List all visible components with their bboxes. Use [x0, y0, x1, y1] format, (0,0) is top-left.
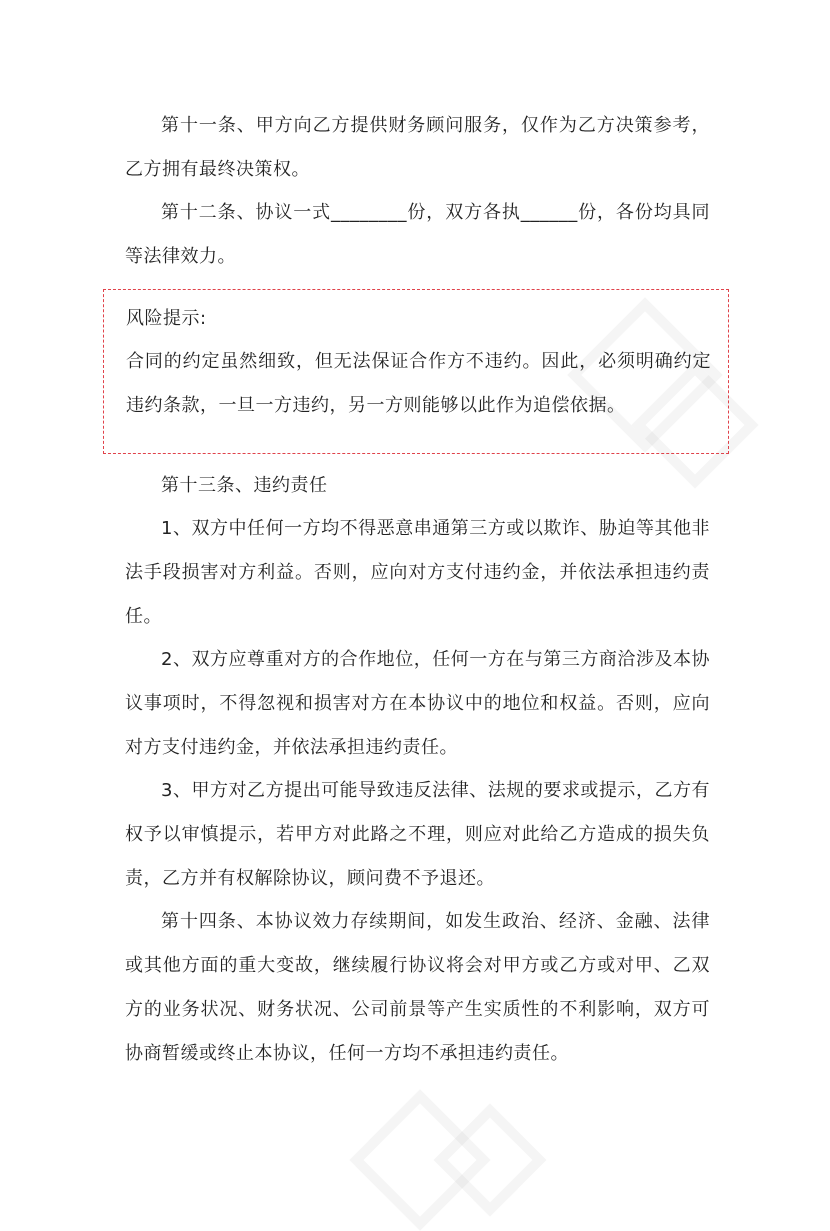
risk-notice-text: 合同的约定虽然细致，但无法保证合作方不违约。因此，必须明确约定违约条款，一旦一方违约，另一方则能够以此作为追偿依据。 [126, 351, 711, 416]
article-12: 第十二条、协议一式________份，双方各执______份，各份均具同等法律效力。 [125, 202, 710, 267]
article-13-clause-2: 2、双方应尊重对方的合作地位，任何一方在与第三方商洽涉及本协议事项时，不得忽视和损害对方在本协议中的地位和权益。否则，应向对方支付违约金，并依法承担违约责任。 [125, 649, 710, 758]
document-body [125, 104, 710, 1075]
article-11: 第十一条、甲方向乙方提供财务顾问服务，仅作为乙方决策参考，乙方拥有最终决策权。 [125, 115, 710, 180]
watermark-bottom [330, 1080, 550, 1200]
article-13-clause-1: 1、双方中任何一方均不得恶意串通第三方或以欺诈、胁迫等其他非法手段损害对方利益。否则，应向对方支付违约金，并依法承担违约责任。 [125, 518, 710, 627]
risk-notice-box [103, 289, 729, 454]
article-13-heading: 第十三条、违约责任 [161, 475, 328, 496]
risk-notice-title: 风险提示: [126, 308, 207, 329]
article-13-clause-3: 3、甲方对乙方提出可能导致违反法律、法规的要求或提示，乙方有权予以审慎提示，若甲方对此路之不理，则应对此给乙方造成的损失负责，乙方并有权解除协议，顾问费不予退还。 [125, 780, 710, 889]
article-14: 第十四条、本协议效力存续期间，如发生政治、经济、金融、法律或其他方面的重大变故，继续履行协议将会对甲方或乙方或对甲、乙双方的业务状况、财务状况、公司前景等产生实质性的不利影响，双方可协商暂缓或终止本协议，任何一方均不承担违约责任。 [125, 911, 710, 1064]
